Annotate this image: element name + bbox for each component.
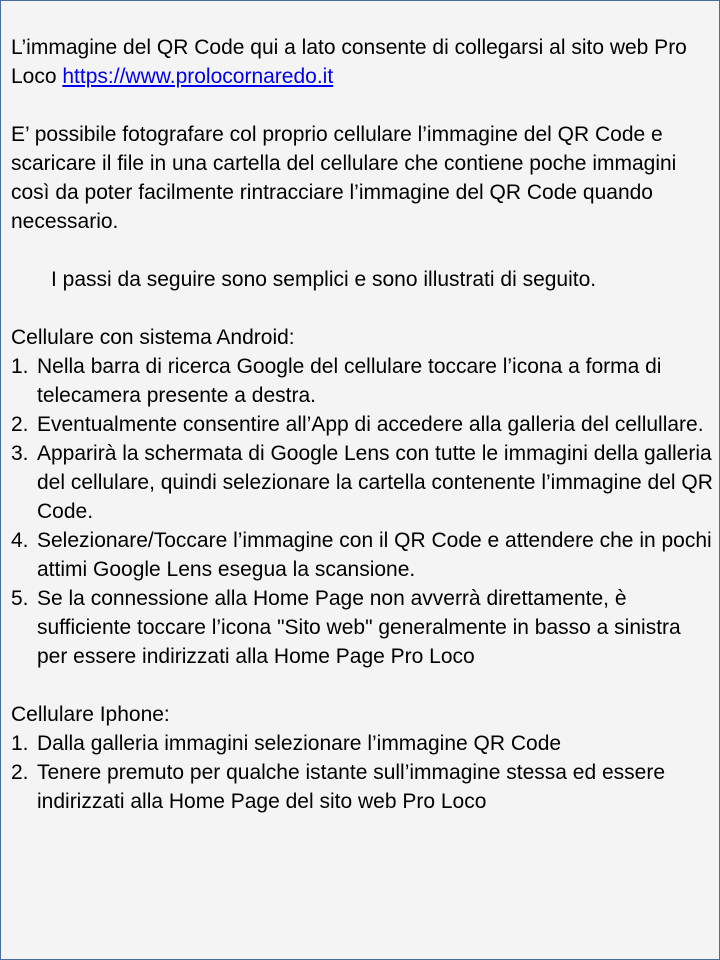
android-steps-list	[11, 352, 713, 671]
intro-text: L’immagine del QR Code qui a lato consente di collegarsi al sito web Pro Loco	[11, 36, 687, 88]
list-item	[11, 410, 713, 439]
list-item	[11, 526, 713, 584]
spacer	[11, 671, 713, 700]
list-item	[11, 439, 713, 526]
step-number: 1.	[11, 355, 29, 378]
step-number: 2.	[11, 761, 29, 784]
list-item	[11, 352, 713, 410]
qr-instructions-paragraph: E’ possibile fotografare col proprio cellulare l’immagine del QR Code e scaricare il file in una cartella del cellulare che contiene poche immagini così da poter facilmente rintracciare l’immagine del QR Code quando necessario.	[11, 123, 677, 233]
step-number: 4.	[11, 529, 29, 552]
step-text: Nella barra di ricerca Google del cellulare toccare l’icona a forma di telecamera presente a destra.	[37, 355, 662, 407]
iphone-steps-list	[11, 729, 713, 816]
document-body	[11, 33, 713, 816]
step-number: 3.	[11, 442, 29, 465]
step-number: 1.	[11, 732, 29, 755]
list-item	[11, 729, 713, 758]
android-heading: Cellulare con sistema Android:	[11, 326, 295, 349]
website-link[interactable]: https://www.prolocornaredo.it	[62, 65, 334, 88]
step-number: 5.	[11, 587, 29, 610]
step-text: Tenere premuto per qualche istante sull’immagine stessa ed essere indirizzati alla Home Page del sito web Pro Loco	[37, 761, 666, 813]
iphone-heading: Cellulare Iphone:	[11, 703, 170, 726]
intro-paragraph	[11, 33, 713, 91]
spacer	[11, 91, 713, 120]
step-number: 2.	[11, 413, 29, 436]
list-item	[11, 584, 713, 671]
step-text: Selezionare/Toccare l’immagine con il QR Code e attendere che in pochi attimi Google Lens esegua la scansione.	[37, 529, 712, 581]
spacer	[11, 294, 713, 323]
step-text: Se la connessione alla Home Page non avverrà direttamente, è sufficiente toccare l’icona "Sito web" generalmente in basso a sinistra per essere indirizzati alla Home Page Pro Loco	[37, 587, 681, 668]
step-text: Dalla galleria immagini selezionare l’immagine QR Code	[37, 732, 562, 755]
spacer	[11, 236, 713, 265]
list-item	[11, 758, 713, 816]
step-text: Eventualmente consentire all’App di accedere alla galleria del cellullare.	[37, 413, 704, 436]
step-text: Apparirà la schermata di Google Lens con tutte le immagini della galleria del cellulare, quindi selezionare la cartella contenente l’immagine del QR Code.	[37, 442, 713, 523]
steps-intro: I passi da seguire sono semplici e sono illustrati di seguito.	[51, 268, 597, 291]
